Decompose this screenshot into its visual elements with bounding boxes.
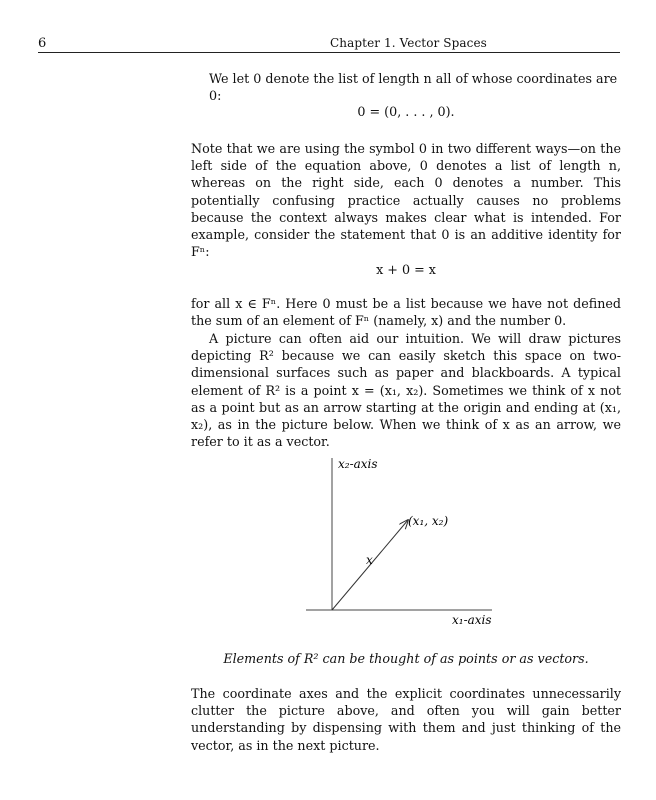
equation-zero-list: 0 = (0, . . . , 0). bbox=[357, 104, 455, 119]
paragraph-picture-intuition: A picture can often aid our intuition. We will draw pictures depicting R² because we can easily sketch this space on two-dimensional surfaces such as paper and blackboards. A typical element of R² is a point x = (x₁, x₂). Sometimes we think of x not as a point but as an arrow starting at the origin and ending at (x₁, x₂), as in the picture below. When we think of x as an arrow, we refer to it as a vector. bbox=[191, 331, 621, 450]
paragraph-two-uses-of-zero: Note that we are using the symbol 0 in two different ways—on the left side of the equation above, 0 denotes a list of length n, whereas on the right side, each 0 denotes a number. This potentially confusing practice actually causes no problems because the context always makes clear what is intended. For example, consider the statement that 0 is an additive identity for Fⁿ: bbox=[191, 141, 621, 260]
running-head: Chapter 1. Vector Spaces bbox=[330, 36, 487, 50]
paragraph-zero-definition: We let 0 denote the list of length n all of whose coordinates are 0: bbox=[209, 71, 618, 104]
x-axis-label: x₁-axis bbox=[452, 613, 492, 627]
vector-figure bbox=[300, 450, 510, 635]
page-header bbox=[38, 36, 620, 53]
paragraph-zero-is-list: for all x ∈ Fⁿ. Here 0 must be a list because we have not defined the sum of an element of Fⁿ (namely, x) and the number 0. bbox=[191, 296, 621, 329]
vector-label: x bbox=[366, 553, 373, 567]
equation-additive-identity: x + 0 = x bbox=[376, 262, 436, 277]
page-number: 6 bbox=[38, 36, 47, 51]
point-label: (x₁, x₂) bbox=[408, 514, 449, 528]
y-axis-label: x₂-axis bbox=[338, 457, 378, 471]
figure-caption: Elements of R² can be thought of as points or as vectors. bbox=[223, 651, 589, 666]
paragraph-coordinate-axes: The coordinate axes and the explicit coordinates unnecessarily clutter the picture above, and often you will gain better understanding by dispensing with them and just thinking of the vector, as in the next picture. bbox=[191, 686, 621, 753]
